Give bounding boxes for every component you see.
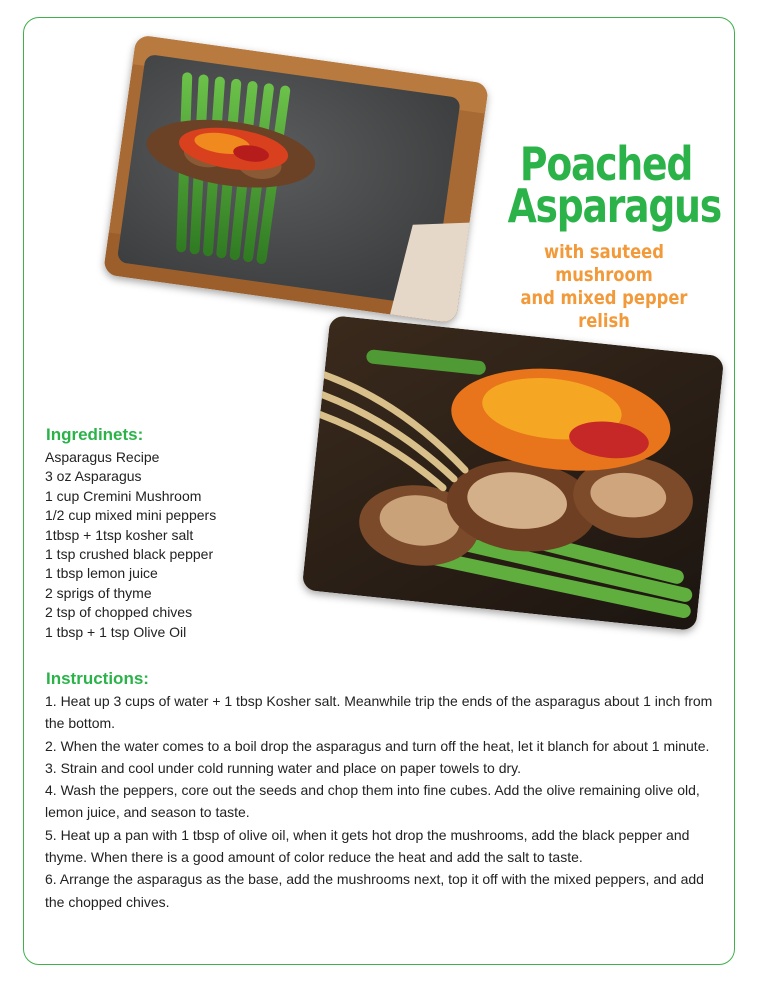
list-item: 1tbsp + 1tsp kosher salt bbox=[45, 526, 194, 543]
list-item: 2 tsp of chopped chives bbox=[45, 604, 193, 621]
recipe-subtitle bbox=[503, 241, 706, 333]
subtitle-line-1: with sauteed mushroom bbox=[544, 241, 664, 286]
instruction-step: 3. Strain and cool under cold running water and place on paper towels to dry. bbox=[45, 759, 522, 776]
list-item: 1 tbsp + 1 tsp Olive Oil bbox=[45, 623, 187, 640]
instruction-step: 5. Heat up a pan with 1 tbsp of olive oil, when it gets hot drop the mushrooms, add the black pepper and thyme. When there is a good amount of color reduce the heat and add the salt to taste. bbox=[45, 826, 690, 866]
title-line-2: Asparagus bbox=[507, 179, 721, 233]
title-line-1: Poached bbox=[519, 137, 693, 191]
instructions-heading: Instructions: bbox=[46, 669, 149, 688]
list-item: 1 tsp crushed black pepper bbox=[45, 546, 214, 563]
list-item: 1 tbsp lemon juice bbox=[45, 565, 158, 582]
instruction-step: 4. Wash the peppers, core out the seeds and chop them into fine cubes. Add the olive remaining olive old, lemon juice, and season to taste. bbox=[45, 782, 700, 821]
instruction-step: 2. When the water comes to a boil drop the asparagus and turn off the heat, let it blanch for about 1 minute. bbox=[45, 737, 710, 754]
list-item: 1 cup Cremini Mushroom bbox=[45, 487, 202, 504]
instructions-list bbox=[45, 690, 721, 913]
subtitle-line-2: and mixed pepper relish bbox=[520, 287, 688, 332]
instruction-step: 6. Arrange the asparagus as the base, add the mushrooms next, top it off with the mixed peppers, and add the chopped chives. bbox=[45, 871, 704, 910]
instruction-step: 1. Heat up 3 cups of water + 1 tbsp Kosher salt. Meanwhile trip the ends of the asparagus about 1 inch from the bottom. bbox=[45, 693, 713, 732]
list-item: 2 sprigs of thyme bbox=[45, 584, 152, 601]
ingredients-heading: Ingredinets: bbox=[46, 425, 144, 444]
asparagus-on-slate-photo bbox=[103, 34, 489, 323]
recipe-title bbox=[507, 137, 721, 233]
list-item: 1/2 cup mixed mini peppers bbox=[45, 507, 217, 524]
closeup-with-fork-photo bbox=[302, 315, 725, 631]
list-item: 3 oz Asparagus bbox=[45, 468, 142, 485]
list-item: Asparagus Recipe bbox=[45, 449, 160, 465]
ingredients-list bbox=[45, 448, 216, 642]
